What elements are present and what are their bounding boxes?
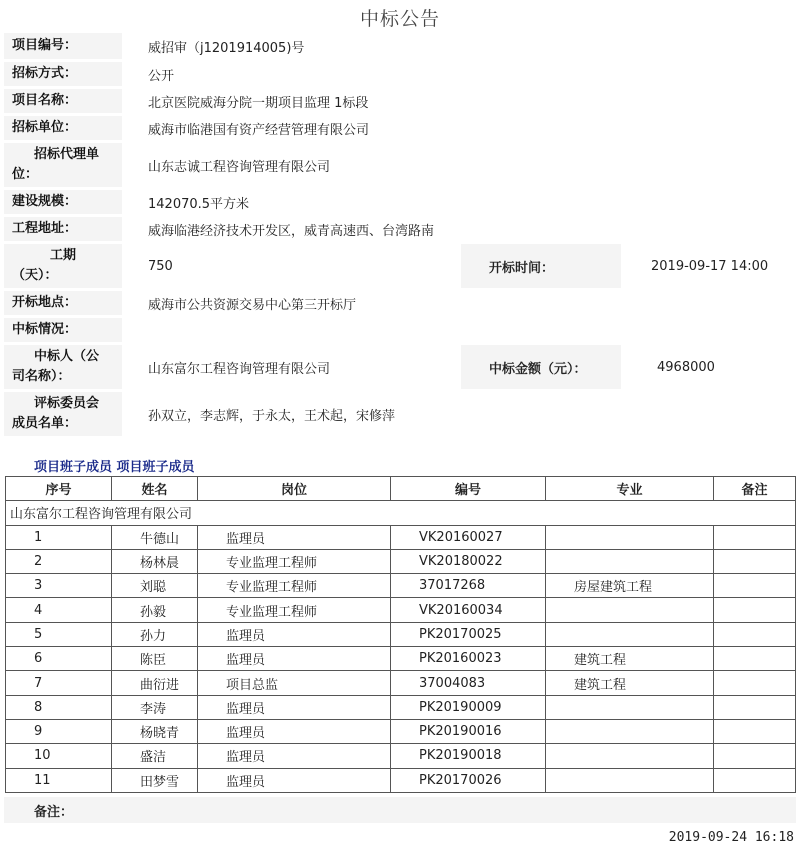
winner-label-line1: 中标人（公 (34, 349, 100, 364)
table-row (6, 647, 796, 671)
committee-label-line1: 评标委员会 (34, 396, 100, 411)
project-name-label: 项目名称： (4, 89, 122, 113)
page-title: 中标公告 (359, 8, 440, 30)
agent-label-line1: 招标代理单 (34, 147, 100, 162)
committee-label (4, 392, 122, 436)
tenderer-label: 招标单位： (4, 116, 122, 140)
cell-position: 监理员 (198, 695, 391, 719)
agent-value: 山东志诚工程咨询管理有限公司 (122, 143, 796, 187)
cell-name: 孙毅 (112, 598, 198, 622)
cell-remark (714, 549, 796, 573)
cell-name: 田梦雪 (112, 768, 198, 792)
cell-major (546, 525, 714, 549)
table-row (6, 598, 796, 622)
address-value: 威海临港经济技术开发区，威青高速西、台湾路南 (122, 217, 796, 241)
cell-major (546, 598, 714, 622)
project-no-value: 威招审（j1201914005)号 (122, 33, 796, 59)
cell-seq: 2 (6, 549, 112, 573)
remark-row (4, 797, 796, 823)
cell-seq: 11 (6, 768, 112, 792)
cell-number: PK20170025 (391, 622, 546, 646)
cell-remark (714, 525, 796, 549)
cell-number: PK20160023 (391, 647, 546, 671)
row-result (4, 318, 796, 342)
header-position: 岗位 (198, 477, 391, 501)
cell-seq: 3 (6, 574, 112, 598)
cell-seq: 5 (6, 622, 112, 646)
cell-name: 曲衍进 (112, 671, 198, 695)
table-row (6, 574, 796, 598)
cell-remark (714, 719, 796, 743)
period-label (4, 244, 122, 288)
period-label-line1: 工期 (50, 248, 77, 263)
row-agent (4, 143, 796, 187)
project-name-value: 北京医院威海分院一期项目监理 1标段 (122, 89, 796, 113)
cell-seq: 7 (6, 671, 112, 695)
cell-number: PK20190016 (391, 719, 546, 743)
cell-seq: 8 (6, 695, 112, 719)
table-row (6, 744, 796, 768)
cell-number: VK20160027 (391, 525, 546, 549)
cell-name: 陈臣 (112, 647, 198, 671)
header-remark: 备注 (714, 477, 796, 501)
cell-position: 监理员 (198, 525, 391, 549)
cell-seq: 1 (6, 525, 112, 549)
project-no-label: 项目编号： (4, 33, 122, 59)
header-name: 姓名 (112, 477, 198, 501)
cell-major: 建筑工程 (546, 647, 714, 671)
cell-major: 建筑工程 (546, 671, 714, 695)
cell-position: 监理员 (198, 647, 391, 671)
committee-value: 孙双立，李志辉，于永太，王术起，宋修萍 (122, 392, 455, 436)
open-place-label: 开标地点： (4, 291, 122, 315)
members-section-title: 项目班子成员 项目班子成员 (34, 460, 195, 475)
row-open-place (4, 291, 796, 315)
header-number: 编号 (391, 477, 546, 501)
period-value: 750 (122, 244, 455, 288)
open-time-label: 开标时间： (461, 244, 621, 288)
table-row (6, 695, 796, 719)
row-committee (4, 392, 796, 436)
cell-major (546, 744, 714, 768)
committee-label-line2: 成员名单： (12, 416, 78, 431)
row-method (4, 62, 796, 86)
amount-value: 4968000 (627, 345, 796, 389)
cell-remark (714, 744, 796, 768)
scale-label: 建设规模： (4, 190, 122, 214)
cell-name: 杨晓青 (112, 719, 198, 743)
cell-remark (714, 671, 796, 695)
header-major: 专业 (546, 477, 714, 501)
table-row (6, 671, 796, 695)
amount-label: 中标金额（元）： (461, 345, 621, 389)
members-table (5, 476, 796, 793)
cell-position: 监理员 (198, 768, 391, 792)
cell-number: PK20190018 (391, 744, 546, 768)
scale-value: 142070.5平方米 (122, 190, 796, 214)
cell-position: 项目总监 (198, 671, 391, 695)
cell-position: 监理员 (198, 719, 391, 743)
agent-label (4, 143, 122, 187)
table-row (6, 525, 796, 549)
row-tenderer (4, 116, 796, 140)
cell-number: VK20180022 (391, 549, 546, 573)
winner-value: 山东富尔工程咨询管理有限公司 (122, 345, 455, 389)
publish-time: 2019-09-24 16:18 (668, 830, 794, 845)
cell-number: VK20160034 (391, 598, 546, 622)
row-project-no (4, 33, 796, 59)
table-row (6, 719, 796, 743)
method-value: 公开 (122, 62, 796, 86)
cell-remark (714, 574, 796, 598)
cell-number: 37017268 (391, 574, 546, 598)
row-scale (4, 190, 796, 214)
cell-position: 专业监理工程师 (198, 574, 391, 598)
cell-name: 牛德山 (112, 525, 198, 549)
cell-name: 刘聪 (112, 574, 198, 598)
cell-remark (714, 647, 796, 671)
cell-name: 盛洁 (112, 744, 198, 768)
header-seq: 序号 (6, 477, 112, 501)
cell-seq: 9 (6, 719, 112, 743)
cell-number: 37004083 (391, 671, 546, 695)
row-address (4, 217, 796, 241)
winner-label-line2: 司名称）： (12, 369, 71, 384)
company-name: 山东富尔工程咨询管理有限公司 (6, 501, 796, 525)
cell-remark (714, 768, 796, 792)
cell-name: 杨林晨 (112, 549, 198, 573)
cell-major: 房屋建筑工程 (546, 574, 714, 598)
cell-remark (714, 598, 796, 622)
row-winner (4, 345, 796, 389)
cell-number: PK20170026 (391, 768, 546, 792)
remark-label: 备注： (34, 805, 74, 820)
members-table-header (6, 477, 796, 501)
cell-major (546, 549, 714, 573)
address-label: 工程地址： (4, 217, 122, 241)
table-row (6, 622, 796, 646)
agent-label-line2: 位： (12, 167, 39, 182)
cell-major (546, 622, 714, 646)
table-row (6, 768, 796, 792)
cell-major (546, 768, 714, 792)
cell-position: 监理员 (198, 622, 391, 646)
cell-number: PK20190009 (391, 695, 546, 719)
cell-major (546, 719, 714, 743)
cell-seq: 6 (6, 647, 112, 671)
method-label: 招标方式： (4, 62, 122, 86)
cell-position: 监理员 (198, 744, 391, 768)
result-label: 中标情况： (4, 318, 122, 342)
result-value (122, 318, 796, 342)
cell-seq: 4 (6, 598, 112, 622)
table-row (6, 549, 796, 573)
cell-position: 专业监理工程师 (198, 549, 391, 573)
period-label-line2: （天）： (12, 268, 58, 283)
cell-name: 孙力 (112, 622, 198, 646)
tenderer-value: 威海市临港国有资产经营管理有限公司 (122, 116, 796, 140)
winner-label (4, 345, 122, 389)
bid-info-table (4, 30, 796, 439)
cell-remark (714, 622, 796, 646)
row-project-name (4, 89, 796, 113)
cell-name: 李涛 (112, 695, 198, 719)
cell-position: 专业监理工程师 (198, 598, 391, 622)
row-period (4, 244, 796, 288)
cell-remark (714, 695, 796, 719)
company-row (6, 501, 796, 525)
cell-seq: 10 (6, 744, 112, 768)
open-time-value: 2019-09-17 14:00 (627, 244, 796, 288)
open-place-value: 威海市公共资源交易中心第三开标厅 (122, 291, 796, 315)
cell-major (546, 695, 714, 719)
